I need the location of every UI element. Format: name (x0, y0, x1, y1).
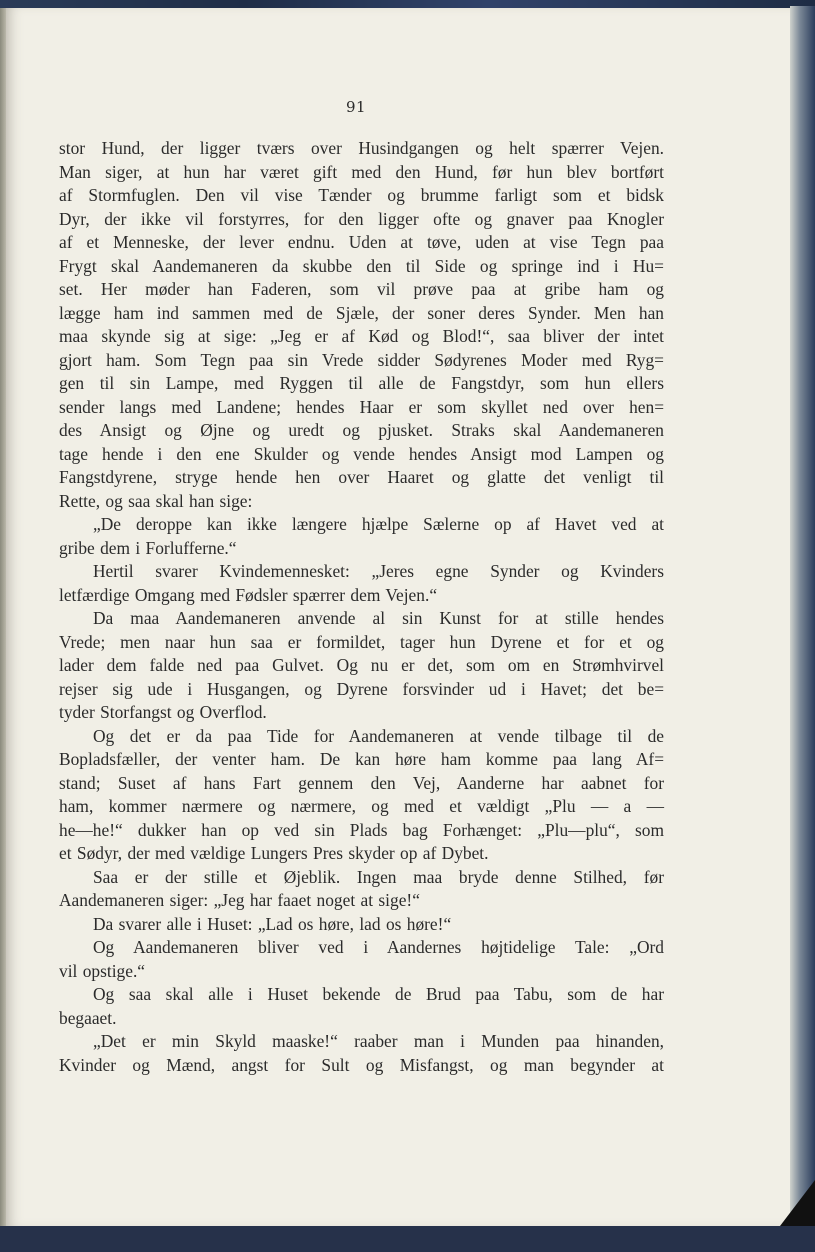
text-line: „Det er min Skyld maaske!“ raaber man i Munden paa hinanden, (93, 1031, 664, 1051)
text-line: tyder Storfangst og Overflod. (59, 702, 267, 722)
book-page (6, 8, 790, 1226)
text-line: ham, kommer nærmere og nærmere, og med et vældigt „Plu — a — (59, 796, 664, 816)
text-line: set. Her møder han Faderen, som vil prøve paa at gribe ham og (59, 279, 664, 299)
text-line: begaaet. (59, 1007, 117, 1028)
text-line: Frygt skal Aandemaneren da skubbe den til Side og springe ind i Hu= (59, 255, 664, 276)
text-line: Fangstdyrene, stryge hende hen over Haaret og glatte det venligt til (59, 467, 664, 487)
text-line: Og det er da paa Tide for Aandemaneren at vende tilbage til de (93, 725, 664, 746)
scan-bottom-edge (0, 1226, 815, 1252)
text-line: Da svarer alle i Huset: „Lad os høre, lad os høre!“ (93, 913, 452, 934)
text-line: letfærdige Omgang med Fødsler spærrer dem Vejen.“ (59, 584, 438, 605)
text-line: Da maa Aandemaneren anvende al sin Kunst for at stille hendes (93, 608, 664, 628)
text-line: maa skynde sig at sige: „Jeg er af Kød og Blod!“, saa bliver der intet (59, 326, 664, 346)
text-line: Og Aandemaneren bliver ved i Aandernes højtidelige Tale: „Ord (93, 937, 664, 957)
text-line: stor Hund, der ligger tværs over Husindgangen og helt spærrer Vejen. (59, 138, 664, 158)
scan-right-edge (790, 6, 815, 1228)
text-line: Og saa skal alle i Huset bekende de Brud paa Tabu, som de har (93, 984, 664, 1004)
page-corner-shadow (780, 1180, 815, 1226)
text-line: Rette, og saa skal han sige: (59, 490, 253, 511)
page-number: 91 (345, 98, 367, 116)
text-line: Vrede; men naar hun saa er formildet, tager hun Dyrene et for et og (59, 631, 664, 652)
text-line: „De deroppe kan ikke længere hjælpe Sælerne op af Havet ved at (93, 514, 664, 534)
text-line: et Sødyr, der med vældige Lungers Pres skyder op af Dybet. (59, 843, 489, 863)
text-line: Dyr, der ikke vil forstyrres, for den ligger ofte og gnaver paa Knogler (59, 208, 664, 229)
text-line: sender langs med Landene; hendes Haar er som skyllet ned over hen= (59, 396, 664, 417)
text-line: Bopladsfæller, der venter ham. De kan høre ham komme paa lang Af= (59, 749, 664, 769)
text-line: gribe dem i Forlufferne.“ (59, 537, 237, 558)
text-line: Aandemaneren siger: „Jeg har faaet noget at sige!“ (59, 890, 420, 910)
text-line: gjort ham. Som Tegn paa sin Vrede sidder Sødyrenes Moder med Ryg= (59, 349, 664, 370)
text-line: stand; Suset af hans Fart gennem den Vej, Aanderne har aabnet for (59, 772, 664, 793)
text-line: vil opstige.“ (59, 960, 146, 981)
text-line: Saa er der stille et Øjeblik. Ingen maa bryde denne Stilhed, før (93, 866, 664, 887)
text-line: gen til sin Lampe, med Ryggen til alle de Fangstdyr, som hun ellers (59, 373, 664, 393)
text-line: lader dem falde ned paa Gulvet. Og nu er det, som om en Strømhvirvel (59, 655, 664, 675)
text-line: rejser sig ude i Husgangen, og Dyrene forsvinder ud i Havet; det be= (59, 678, 664, 699)
text-line: Hertil svarer Kvindemennesket: „Jeres egne Synder og Kvinders (93, 561, 664, 581)
body-text (59, 137, 664, 1077)
text-line: he—he!“ dukker han op ved sin Plads bag Forhænget: „Plu—plu“, som (59, 819, 664, 840)
text-line: des Ansigt og Øjne og uredt og pjusket. Straks skal Aandemaneren (59, 420, 664, 440)
text-line: lægge ham ind sammen med de Sjæle, der soner deres Synder. Men han (59, 302, 664, 323)
text-line: Man siger, at hun har været gift med den Hund, før hun blev bortført (59, 161, 664, 182)
text-line: tage hende i den ene Skulder og vende hendes Ansigt mod Lampen og (59, 443, 664, 464)
text-line: Kvinder og Mænd, angst for Sult og Misfangst, og man begynder at (59, 1054, 664, 1075)
text-line: af Stormfuglen. Den vil vise Tænder og brumme farligt som et bidsk (59, 185, 664, 205)
text-line: af et Menneske, der lever endnu. Uden at tøve, uden at vise Tegn paa (59, 232, 664, 252)
